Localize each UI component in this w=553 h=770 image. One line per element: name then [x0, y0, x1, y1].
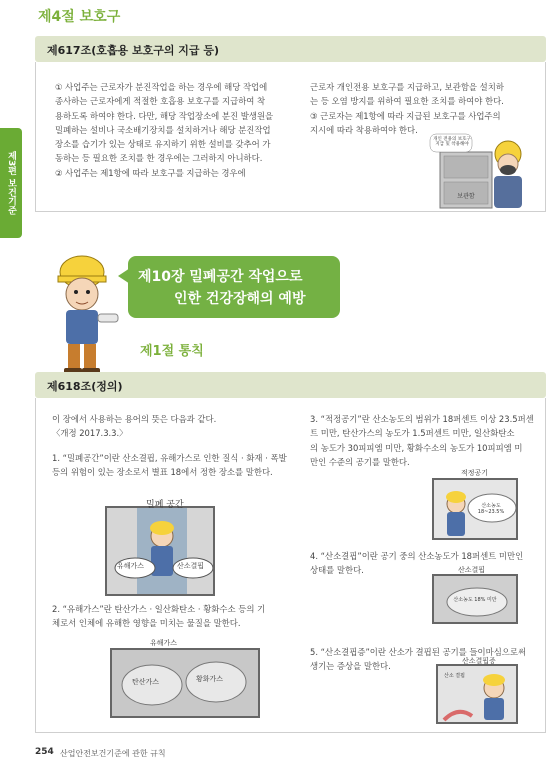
text-line: 3. “적정공기”란 산소농도의 범위가 18퍼센트 이상 23.5퍼센 — [310, 414, 534, 424]
confined-space-illustration — [105, 506, 215, 596]
mascot-illustration — [48, 250, 124, 378]
article-618-col1 — [52, 412, 292, 479]
sub-section-title: 제1절 통칙 — [140, 344, 204, 359]
text-line: 지시에 따라 착용하여야 한다. — [310, 124, 418, 135]
chapter-banner — [128, 256, 340, 318]
footer-title: 산업안전보건기준에 관한 규칙 — [60, 749, 166, 758]
article-617-col1 — [55, 80, 295, 180]
illus2-title: 유해가스 — [150, 639, 178, 647]
side-tab: 제3편 보건기준 — [0, 128, 22, 238]
text-line: 등의 위험이 있는 장소로서 별표 18에서 정한 장소를 말한다. — [52, 466, 273, 477]
definition-1 — [52, 451, 292, 480]
intro-line: 이 장에서 사용하는 용어의 뜻은 다음과 같다. — [52, 414, 217, 424]
illus2-right-label: 황화가스 — [196, 675, 224, 683]
text-line: ③ 근로자는 제1항에 따라 지급된 보호구를 사업주의 — [310, 110, 501, 121]
article-618-header — [35, 372, 546, 398]
text-line: 5. “산소결핍증”이란 산소가 결핍된 공기를 들이마심으로써 — [310, 647, 527, 657]
illus1-left-label: 유해가스 — [117, 562, 145, 570]
definition-2 — [52, 602, 292, 631]
illus3-bubble: 산소농도 18~23.5% — [477, 503, 505, 515]
text-line: ① 사업주는 근로자가 분진작업을 하는 경우에 해당 작업에 — [55, 82, 268, 92]
text-line: 밀폐하는 설비나 국소배기장치를 설치하거나 해당 분진작업 — [55, 124, 271, 135]
text-line: 생기는 증상을 말한다. — [310, 661, 391, 672]
article-618-title: 제618조(정의) — [47, 380, 123, 393]
text-line: 1. “밀폐공간”이란 산소결핍, 유해가스로 인한 질식 · 화재 · 폭발 — [52, 452, 287, 463]
text-line: 는 등 오염 방지를 위하여 필요한 조치를 하여야 한다. — [310, 96, 504, 107]
illus4-title: 산소결핍 — [458, 566, 486, 574]
illus3-title: 적정공기 — [461, 469, 489, 477]
text-line: 트 미만, 탄산가스의 농도가 1.5퍼센트 미만, 일산화탄소 — [310, 428, 515, 439]
text-line: 체로서 인체에 유해한 영향을 미치는 물질을 말한다. — [52, 618, 241, 629]
storage-box-label: 보관함 — [457, 193, 475, 200]
intro-line: 〈개정 2017.3.3.〉 — [52, 428, 128, 439]
text-line: 근로자 개인전용 보호구를 지급하고, 보관함을 설치하 — [310, 82, 504, 92]
illus4-bubble: 산소농도 18% 미만 — [453, 597, 497, 603]
text-line: 동하는 등 필요한 조치를 한 경우에는 그러하지 아니하다. — [55, 153, 263, 164]
illus5-bubble: 산소 결핍 — [444, 673, 465, 679]
text-line: 2. “유해가스”란 탄산가스 · 일산화탄소 · 황화수소 등의 기 — [52, 604, 266, 614]
illus1-right-label: 산소결핍 — [177, 562, 205, 570]
article-617-title: 제617조(호흡용 보호구의 지급 등) — [47, 44, 220, 57]
section-title: 제4절 보호구 — [38, 9, 121, 25]
page-number: 254 — [35, 747, 54, 757]
article-617-col2 — [310, 80, 542, 137]
text-line: 4. “산소결핍”이란 공기 중의 산소농도가 18퍼센트 미만인 — [310, 551, 524, 561]
illus2-left-label: 탄산가스 — [132, 678, 160, 686]
text-line: ② 사업주는 제1항에 따라 보호구를 지급하는 경우에 — [55, 167, 246, 178]
text-line: 만인 수준의 공기를 말한다. — [310, 456, 410, 467]
chapter-title-line1: 제10장 밀폐공간 작업으로 — [138, 269, 303, 285]
text-line: 종사하는 근로자에게 적절한 호흡용 보호구를 지급하여 착 — [55, 96, 266, 107]
text-line: 용하도록 하여야 한다. 다만, 해당 작업장소에 분진 발생원을 — [55, 110, 274, 121]
illus1-title: 밀폐 공간 — [146, 500, 184, 510]
text-line: 상태를 말한다. — [310, 565, 364, 576]
chapter-title-line2: 인한 건강장해의 예방 — [174, 291, 306, 307]
illus5-title: 산소결핍증 — [462, 657, 496, 665]
text-line: 의 농도가 30피피엠 미만, 황화수소의 농도가 10피피엠 미 — [310, 442, 523, 453]
definition-3 — [310, 412, 542, 469]
article-617-header — [35, 36, 546, 62]
respirator-bubble-text: 개인 전용의 보호구 지급 및 착용해야 — [433, 137, 471, 147]
text-line: 장소를 습기가 있는 상태로 유지하기 위한 설비를 갖추어 가 — [55, 139, 271, 150]
